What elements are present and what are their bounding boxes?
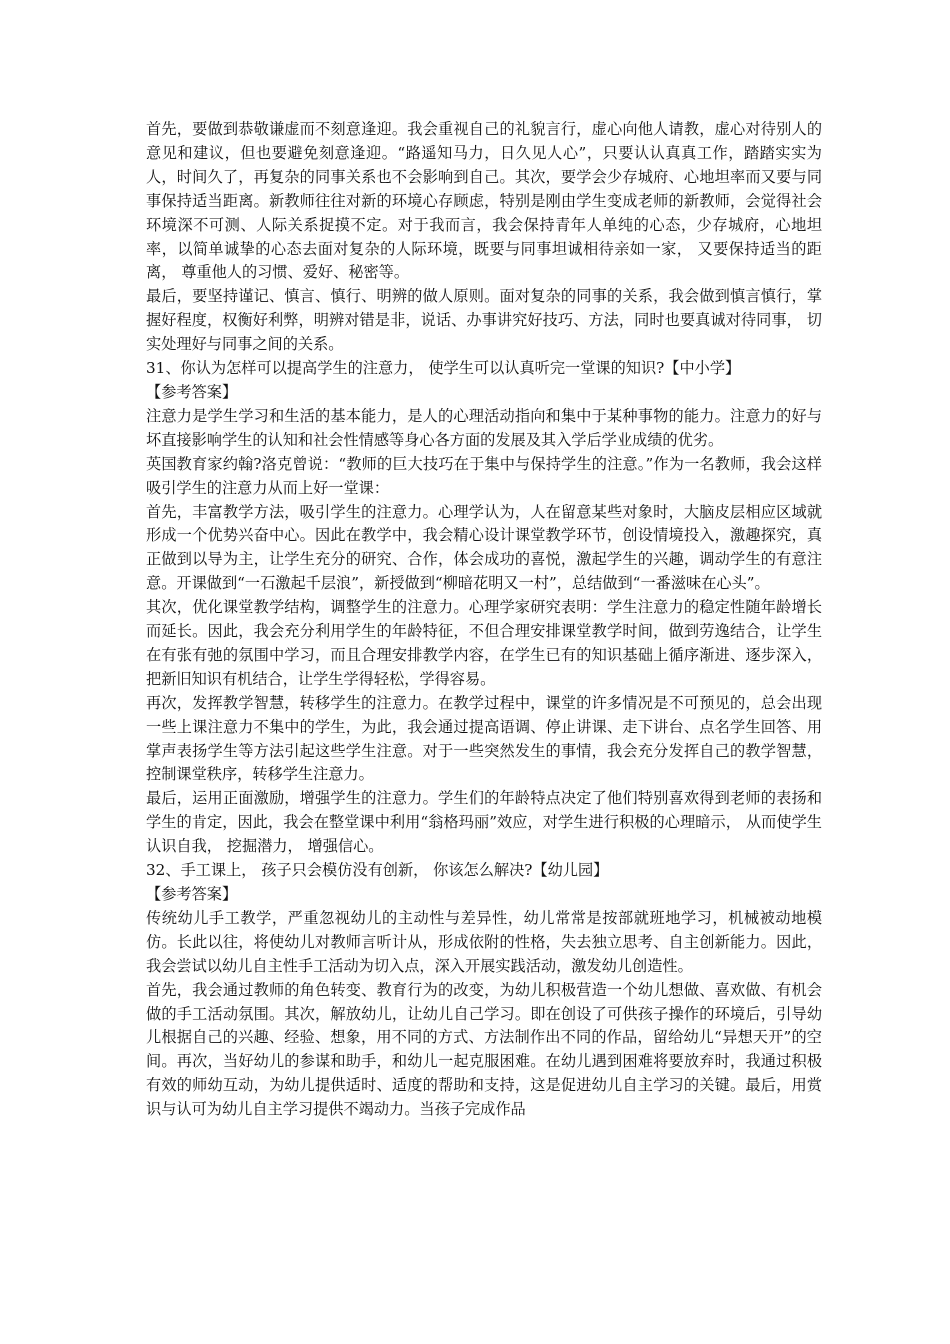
paragraph-respect-colleagues: 首先，要做到恭敬谦虚而不刻意逢迎。我会重视自己的礼貌言行，虚心向他人请教，虚心对待别人的意见和建议，但也要避免刻意逢迎。“路遥知马力，日久见人心”，只要认认真真工作，踏踏实实为人，时间久了，再复杂的同事关系也不会影响到自己。其次，要学会少存城府、心地坦率而又要与同事保持适当距离。新教师往往对新的环境心存顾虑，特别是刚由学生变成老师的新教师，会觉得社会环境深不可测、人际关系捉摸不定。对于我而言，我会保持青年人单纯的心态，少存城府，心地坦率，以简单诚挚的心态去面对复杂的人际环境，既要与同事坦诚相待亲如一家， 又要保持适当的距离， 尊重他人的习惯、爱好、秘密等。 bbox=[146, 120, 822, 282]
document-page bbox=[146, 118, 822, 1122]
paragraph-traditional-handcraft: 传统幼儿手工教学，严重忽视幼儿的主动性与差异性，幼儿常常是按部就班地学习，机械被动地模仿。长此以往，将使幼儿对教师言听计从，形成依附的性格，失去独立思考、自主创新能力。因此，我会尝试以幼儿自主性手工活动为切入点，深入开展实践活动，激发幼儿创造性。 bbox=[146, 908, 822, 975]
question-32-heading: 32、手工课上， 孩子只会模仿没有创新， 你该怎么解决?【幼儿园】 bbox=[146, 861, 609, 880]
paragraph-prudent-principles: 最后，要坚持谨记、慎言、慎行、明辨的做人原则。面对复杂的同事的关系，我会做到慎言慎行，掌握好程度，权衡好利弊，明辨对错是非，说话、办事讲究好技巧、方法，同时也要真诚对待同事， 切实处理好与同事之间的关系。 bbox=[146, 287, 822, 354]
paragraph-locke-quote: 英国教育家约翰?洛克曾说：“教师的巨大技巧在于集中与保持学生的注意。”作为一名教师，我会这样吸引学生的注意力从而上好一堂课： bbox=[146, 454, 822, 497]
paragraph-optimize-structure: 其次，优化课堂教学结构，调整学生的注意力。心理学家研究表明：学生注意力的稳定性随年龄增长而延长。因此，我会充分利用学生的年龄特征，不但合理安排课堂教学时间，做到劳逸结合，让学生在有张有弛的氛围中学习，而且合理安排教学内容，在学生已有的知识基础上循序渐进、逐步深入，把新旧知识有机结合，让学生学得轻松，学得容易。 bbox=[146, 598, 822, 688]
paragraph-handcraft-steps: 首先，我会通过教师的角色转变、教育行为的改变，为幼儿积极营造一个幼儿想做、喜欢做、有机会做的手工活动氛围。其次，解放幼儿，让幼儿自己学习。即在创设了可供孩子操作的环境后，引导幼儿根据自己的兴趣、经验、想象，用不同的方式、方法制作出不同的作品，留给幼儿“异想天开”的空间。再次，当好幼儿的参谋和助手，和幼儿一起克服困难。在幼儿遇到困难将要放弃时，我通过积极有效的师幼互动，为幼儿提供适时、适度的帮助和支持，这是促进幼儿自主学习的关键。最后，用赏识与认可为幼儿自主学习提供不竭动力。当孩子完成作品 bbox=[146, 980, 822, 1119]
paragraph-positive-incentive: 最后，运用正面激励，增强学生的注意力。学生们的年龄特点决定了他们特别喜欢得到老师的表扬和学生的肯定，因此，我会在整堂课中利用“翁格玛丽”效应，对学生进行积极的心理暗示， 从而使学生认识自我， 挖掘潜力， 增强信心。 bbox=[146, 789, 822, 856]
paragraph-attention-definition: 注意力是学生学习和生活的基本能力，是人的心理活动指向和集中于某种事物的能力。注意力的好与坏直接影响学生的认知和社会性情感等身心各方面的发展及其入学后学业成绩的优劣。 bbox=[146, 406, 822, 449]
reference-answer-label-2: 【参考答案】 bbox=[146, 885, 238, 903]
reference-answer-label: 【参考答案】 bbox=[146, 382, 238, 401]
paragraph-teaching-wisdom: 再次，发挥教学智慧，转移学生的注意力。在教学过程中，课堂的许多情况是不可预见的，总会出现一些上课注意力不集中的学生，为此，我会通过提高语调、停止讲课、走下讲台、点名学生回答、用掌声表扬学生等方法引起这些学生注意。对于一些突然发生的事情，我会充分发挥自己的教学智慧，控制课堂秩序，转移学生注意力。 bbox=[146, 693, 822, 784]
question-31-heading: 31、你认为怎样可以提高学生的注意力， 使学生可以认真听完一堂课的知识?【中小学】 bbox=[146, 359, 741, 378]
paragraph-enrich-methods: 首先，丰富教学方法，吸引学生的注意力。心理学认为，人在留意某些对象时，大脑皮层相应区域就形成一个优势兴奋中心。因此在教学中，我会精心设计课堂教学环节，创设情境投入，激趣探究，真正做到以导为主，让学生充分的研究、合作，体会成功的喜悦，激起学生的兴趣，调动学生的有意注意。开课做到“一石激起千层浪”，新授做到“柳暗花明又一村”，总结做到“一番滋味在心头”。 bbox=[146, 502, 822, 593]
